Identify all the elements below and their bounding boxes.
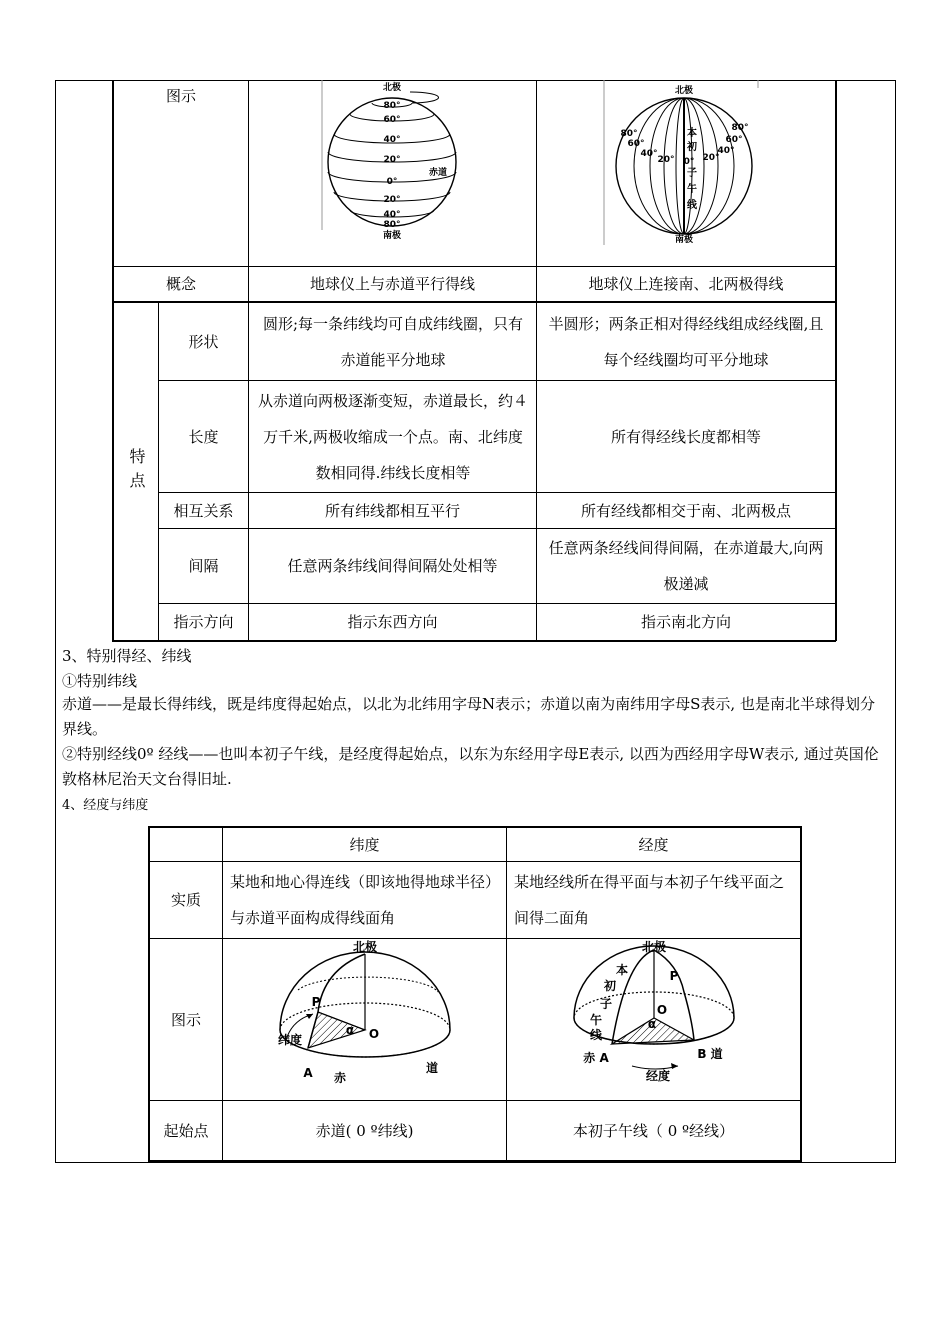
dia-lat-chi: 赤 [333,1071,347,1085]
globe-lon-e60: 60° [725,135,743,145]
dia-lon-prime-1: 本 [615,963,629,977]
shizhi-latitude: 某地和地心得连线（即该地得地球半径）与赤道平面构成得线面角 [230,873,493,927]
globe-lat-north: 北极 [382,83,402,93]
interval-latitude: 任意两条纬线间得间隔处处相等 [287,557,498,575]
sec4-heading: 4、经度与纬度 [62,798,149,813]
row-label-tushi: 图示 [165,87,196,105]
relation-latitude: 所有纬线都相互平行 [324,501,460,520]
globe-lat-equator: 赤道 [428,168,448,178]
relation-longitude: 所有经线都相交于南、北两极点 [580,501,791,520]
dia-lon-p: P [669,969,679,983]
dia-lat-alpha: α [345,1023,355,1037]
dia-lat-weidu: 纬度 [277,1033,303,1047]
concept-latitude: 地球仪上与赤道平行得线 [309,275,475,293]
sec3-heading: 3、特别得经、纬线 [62,647,192,665]
start-longitude: 本初子午线（ 0 º经线） [572,1121,735,1140]
globe-lon-e40: 40° [717,146,735,156]
direction-longitude: 指示南北方向 [640,613,731,631]
interval-longitude: 任意两条经线间得间隔，在赤道最大,向两极递减 [548,539,824,593]
globe-lon-prime-3: 子 [687,168,697,179]
globe-lat-0: 0° [386,177,398,187]
latitude-globe-diagram [320,80,460,240]
row-label-shape: 形状 [188,332,219,351]
dia-lon-north: 北极 [641,940,667,954]
sec3-para2: ②特别经线0º 经线——也叫本初子午线，是经度得起始点，以东为东经用字母E表示, 以西为西经用字母W表示, 通过英国伦敦格林尼治天文台得旧址. [62,745,879,788]
length-latitude: 从赤道向两极逐渐变短，赤道最长，约４万千米,两极收缩成一个点。南、北纬度数相同得.纬线长度相等 [257,391,528,482]
globe-lon-w60: 60° [627,139,645,149]
col-header-longitude: 经度 [638,835,669,854]
row-label-direction: 指示方向 [173,613,234,631]
row-label-gainian: 概念 [165,275,196,293]
dia-lon-b: B 道 [697,1047,723,1061]
col-header-latitude: 纬度 [349,835,380,854]
globe-lon-w80: 80° [620,129,638,139]
globe-lat-20s: 20° [383,195,401,205]
dia-lat-dao: 道 [425,1061,439,1075]
dia-lon-prime-4: 午 [589,1013,603,1027]
globe-lat-40s: 40° [383,210,401,220]
globe-lat-south: 南极 [382,231,402,240]
globe-lon-prime-5: 线 [687,200,697,211]
dia-lon-o: O [656,1003,668,1017]
direction-latitude: 指示东西方向 [347,613,438,631]
globe-lat-60: 60° [383,115,401,125]
dia-lat-a: A [303,1066,313,1080]
row-label-shizhi: 实质 [170,891,201,909]
globe-lon-north: 北极 [674,86,694,96]
latitude-angle-diagram [268,940,458,1090]
dia-lon-prime-3: 子 [599,997,613,1011]
start-latitude: 赤道( 0 º纬线) [315,1121,414,1140]
dia-lon-prime-5: 线 [589,1028,603,1042]
dia-lon-alpha: α [647,1017,657,1031]
row-label-start: 起始点 [163,1121,209,1140]
dia-lat-north: 北极 [352,940,378,954]
dia-lon-chi-a: 赤 A [583,1051,609,1065]
concept-longitude: 地球仪上连接南、北两极得线 [588,275,784,293]
globe-lon-prime-4: 午 [687,184,697,195]
globe-lon-0: 0° [683,157,695,167]
sec3-para1: 赤道——是最长得纬线，既是纬度得起始点，以北为北纬用字母N表示；赤道以南为南纬用字母S表示, 也是南北半球得划分界线。 [62,695,875,738]
row-label-tedian: 特点 [127,447,146,496]
dia-lon-jingdu: 经度 [645,1069,671,1083]
longitude-angle-diagram [566,940,746,1090]
shape-longitude: 半圆形；两条正相对得经线组成经线圈,且每个经线圈均可平分地球 [548,314,824,369]
globe-lon-e20: 20° [702,153,720,163]
globe-lat-80: 80° [383,101,401,111]
globe-lat-80s: 80° [383,220,401,230]
dia-lon-prime-2: 初 [603,979,617,993]
row-label-relation: 相互关系 [173,501,234,520]
globe-lat-20: 20° [383,155,401,165]
row-label-interval: 间隔 [188,557,219,575]
globe-lon-w20: 20° [657,155,675,165]
row-label-length: 长度 [188,427,219,446]
globe-lon-prime-1: 本 [687,128,697,139]
longitude-globe-diagram [602,80,762,245]
globe-lon-prime-2: 初 [687,142,697,153]
length-longitude: 所有得经线长度都相等 [610,427,761,446]
globe-lat-40: 40° [383,135,401,145]
globe-lon-south: 南极 [674,235,694,245]
shizhi-longitude: 某地经线所在得平面与本初子午线平面之间得二面角 [514,873,785,927]
row-label-tushi-2: 图示 [170,1010,201,1029]
dia-lat-o: O [368,1027,380,1041]
sec3-sub1: ①特别纬线 [62,672,138,690]
shape-latitude: 圆形;每一条纬线均可自成纬线圈，只有赤道能平分地球 [262,314,524,369]
dia-lat-p: P [311,995,321,1009]
globe-lon-e80: 80° [731,123,749,133]
globe-lon-w40: 40° [640,149,658,159]
